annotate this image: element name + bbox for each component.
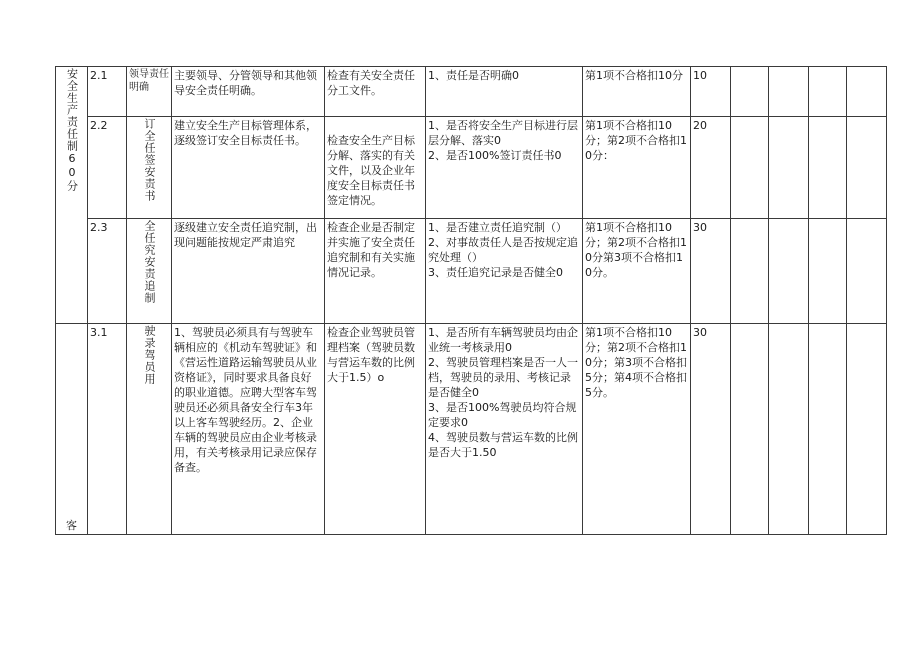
empty-cell [847, 324, 887, 535]
check-method: 检查安全生产目标分解、落实的有关文件，以及企业年度安全目标责任书签定情况。 [325, 117, 426, 219]
item-name-cell [127, 324, 172, 535]
score-value: 20 [691, 117, 731, 219]
deduction-rule: 第1项不合格扣10分 [583, 67, 691, 117]
score-value: 30 [691, 324, 731, 535]
check-method: 检查企业驾驶员管理档案（驾驶员数与营运车数的比例大于1.5）o [325, 324, 426, 535]
empty-cell [731, 219, 769, 324]
score-value: 10 [691, 67, 731, 117]
item-number: 2.3 [88, 219, 127, 324]
evaluation-table [55, 66, 887, 535]
empty-cell [847, 67, 887, 117]
item-number: 2.2 [88, 117, 127, 219]
item-name: 全任究安责追制 [143, 220, 156, 304]
deduction-rule: 第1项不合格扣10分；第2项不合格扣10分： [583, 117, 691, 219]
empty-cell [731, 67, 769, 117]
empty-cell [769, 219, 809, 324]
empty-cell [809, 219, 847, 324]
empty-cell [731, 324, 769, 535]
item-name-cell [127, 117, 172, 219]
item-name: 领导责任明确 [127, 67, 172, 117]
table-row [56, 219, 887, 324]
item-number: 2.1 [88, 67, 127, 117]
empty-cell [809, 67, 847, 117]
item-content: 1、驾驶员必须具有与驾驶车辆相应的《机动车驾驶证》和《营运性道路运输驾驶员从业资格证》，同时要求具备良好的职业道德。应聘大型客车驾驶员还必须具备安全行车3年以上客车驾驶经历。2、企业车辆的驾驶员应由企业考核录用，有关考核录用记录应保存备查。 [172, 324, 325, 535]
category-cell-passenger: 客 [56, 324, 88, 535]
table-row [56, 67, 887, 117]
item-content: 逐级建立安全责任追究制，出现问题能按规定严肃追究 [172, 219, 325, 324]
score-value: 30 [691, 219, 731, 324]
deduction-rule: 第1项不合格扣10分；第2项不合格扣10分；第3项不合格扣5分；第4项不合格扣5分。 [583, 324, 691, 535]
check-method: 检查有关安全责任分工文件。 [325, 67, 426, 117]
empty-cell [731, 117, 769, 219]
empty-cell [769, 324, 809, 535]
check-method: 检查企业是否制定并实施了安全责任追究制和有关实施情况记录。 [325, 219, 426, 324]
empty-cell [809, 117, 847, 219]
category-label: 安全生产责任制60分 [65, 68, 79, 192]
deduction-rule: 第1项不合格扣10分；第2项不合格扣10分第3项不合格扣10分。 [583, 219, 691, 324]
empty-cell [769, 67, 809, 117]
empty-cell [847, 219, 887, 324]
item-content: 主要领导、分管领导和其他领导安全责任明确。 [172, 67, 325, 117]
check-criteria: 1、是否建立责任追究制（） 2、对事故责任人是否按规定追究处理（） 3、责任追究记录是否健全0 [426, 219, 583, 324]
item-number: 3.1 [88, 324, 127, 535]
empty-cell [809, 324, 847, 535]
check-criteria: 1、是否将安全生产目标进行层层分解、落实0 2、是否100%签订责任书0 [426, 117, 583, 219]
check-criteria: 1、是否所有车辆驾驶员均由企业统一考核录用0 2、驾驶员管理档案是否一人一档，驾驶员的录用、考核记录是否健全0 3、是否100%驾驶员均符合规定要求0 4、驾驶员数与营运车数的比例是否大于1.50 [426, 324, 583, 535]
empty-cell [769, 117, 809, 219]
check-criteria: 1、责任是否明确0 [426, 67, 583, 117]
table-row [56, 117, 887, 219]
item-name-cell [127, 219, 172, 324]
table-row [56, 324, 887, 535]
category-cell-responsibility [56, 67, 88, 324]
item-content: 建立安全生产目标管理体系，逐级签订安全目标责任书。 [172, 117, 325, 219]
empty-cell [847, 117, 887, 219]
item-name: 订全任签安责书 [143, 118, 156, 202]
item-name: 驶录驾员用 [143, 325, 156, 385]
